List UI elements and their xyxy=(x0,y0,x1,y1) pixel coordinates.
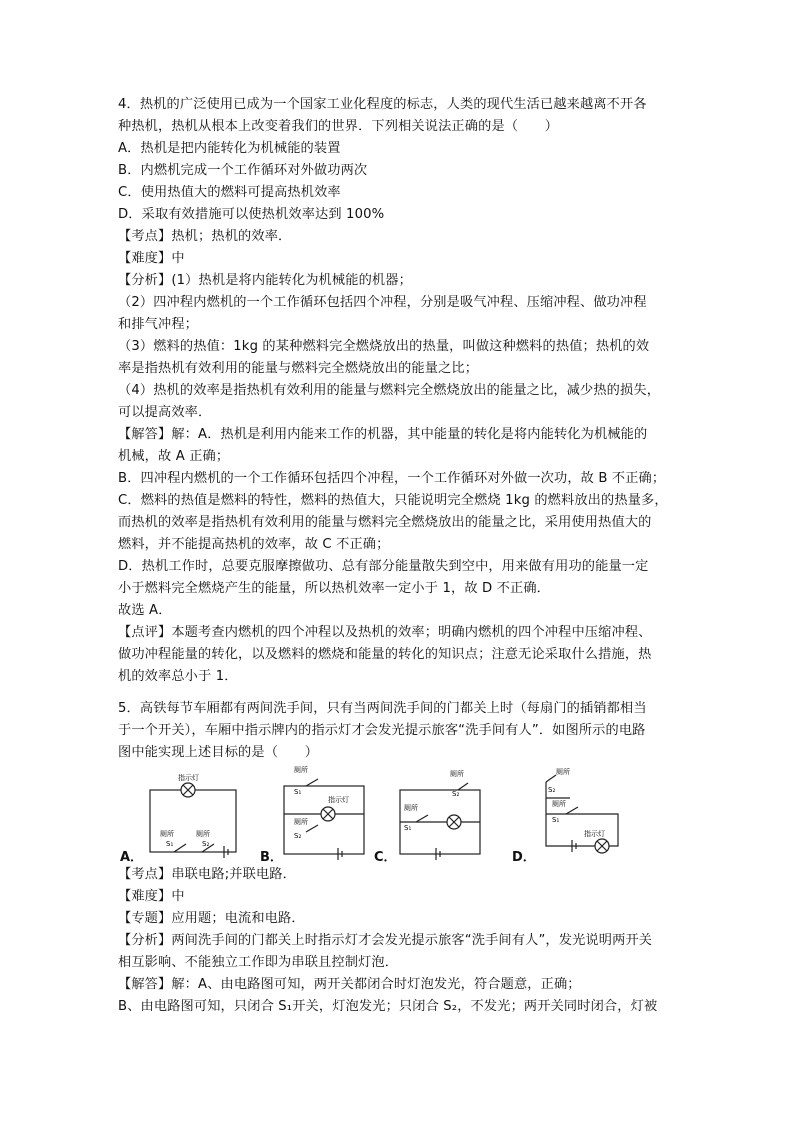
circuit-b-toilet-1: 厕所 xyxy=(294,766,308,774)
circuit-c-s1: S₁ xyxy=(404,824,412,832)
circuit-c-s2: S₂ xyxy=(452,790,460,798)
q4-jieda-1: 【解答】解：A．热机是利用内能来工作的机器，其中能量的转化是将内能转化为机械能的 xyxy=(118,427,648,442)
circuit-d-toilet-2: 厕所 xyxy=(552,800,566,808)
circuit-label-a: A． xyxy=(120,850,144,865)
circuit-c-toilet-2: 厕所 xyxy=(404,804,418,812)
q4-jieda-2: 机械，故 A 正确； xyxy=(118,449,230,464)
q5-stem-line-2: 于一个开关），车厢中指示牌内的指示灯才会发光提示旅客“洗手间有人”．如图所示的电路 xyxy=(118,723,646,738)
q4-jieda-7: D．热机工作时，总要克服摩擦做功、总有部分能量散失到空中，用来做有用功的能量一定 xyxy=(118,559,649,574)
circuit-a-s2: S₂ xyxy=(202,840,210,848)
q4-nandu: 【难度】中 xyxy=(118,251,185,266)
q5-fenxi-1: 【分析】两间洗手间的门都关上时指示灯才会发光提示旅客“洗手间有人”，发光说明两开关 xyxy=(118,933,653,948)
q5-stem-line-1: 5．高铁每节车厢都有两间洗手间，只有当两间洗手间的门都关上时（每扇门的插销都相当 xyxy=(118,701,647,716)
circuit-d-s2: S₂ xyxy=(548,786,556,794)
circuit-label-c: C． xyxy=(374,850,397,865)
q4-stem-line-1: 4．热机的广泛使用已成为一个国家工业化程度的标志，人类的现代生活已越来越离不开各 xyxy=(118,97,647,112)
circuit-d xyxy=(546,775,618,853)
q5-stem-line-3: 图中能实现上述目标的是（ ） xyxy=(118,745,319,760)
circuit-c-toilet-1: 厕所 xyxy=(450,770,464,778)
circuit-b-toilet-2: 厕所 xyxy=(294,818,308,826)
circuit-a-toilet-1: 厕所 xyxy=(160,830,174,838)
q4-fenxi-2: （2）四冲程内燃机的一个工作循环包括四个冲程，分别是吸气冲程、压缩冲程、做功冲程 xyxy=(118,295,647,310)
q4-jieda-9: 故选 A． xyxy=(118,603,172,618)
q5-nandu: 【难度】中 xyxy=(118,889,185,904)
q4-dianping-3: 机的效率总小于 1． xyxy=(118,669,238,684)
q4-fenxi-3: 和排气冲程； xyxy=(118,317,199,332)
circuit-diagrams xyxy=(118,766,638,866)
circuit-a-toilet-2: 厕所 xyxy=(196,830,210,838)
circuit-a-s1: S₁ xyxy=(166,840,174,848)
q4-option-a: A．热机是把内能转化为机械能的装置 xyxy=(118,141,341,156)
q4-jieda-3: B．四冲程内燃机的一个工作循环包括四个冲程，一个工作循环对外做一次功，故 B 不正确； xyxy=(118,471,666,486)
q4-jieda-8: 小于燃料完全燃烧产生的能量，所以热机效率一定小于 1，故 D 不正确． xyxy=(118,581,550,596)
q4-dianping-2: 做功冲程能量的转化，以及燃料的燃烧和能量的转化的知识点；注意无论采取什么措施，热 xyxy=(118,647,652,662)
q5-jieda-1: 【解答】解：A、由电路图可知，两开关都闭合时灯泡发光，符合题意，正确； xyxy=(118,977,581,992)
q4-fenxi-5: 率是指热机有效利用的能量与燃料完全燃烧放出的能量之比； xyxy=(118,361,479,376)
q4-fenxi-6: （4）热机的效率是指热机有效利用的能量与燃料完全燃烧放出的能量之比，减少热的损失， xyxy=(118,383,661,398)
q5-kaodian: 【考点】串联电路;并联电路． xyxy=(118,867,296,882)
circuit-d-toilet-1: 厕所 xyxy=(556,768,570,776)
circuit-label-d: D． xyxy=(512,850,536,865)
q4-option-d: D．采取有效措施可以使热机效率达到 100% xyxy=(118,207,385,222)
circuit-b-s1: S₁ xyxy=(294,788,302,796)
q4-jieda-5: 而热机的效率是指热机有效利用的能量与燃料完全燃烧放出的能量之比，采用使用热值大的 xyxy=(118,515,652,530)
q4-dianping-1: 【点评】本题考查内燃机的四个冲程以及热机的效率；明确内燃机的四个冲程中压缩冲程、 xyxy=(118,625,652,640)
circuit-a-lamp-label: 指示灯 xyxy=(178,774,199,782)
circuit-c xyxy=(400,783,480,860)
q4-kaodian: 【考点】热机；热机的效率． xyxy=(118,229,292,244)
q4-fenxi-7: 可以提高效率． xyxy=(118,405,212,420)
q5-zhuanti: 【专题】应用题；电流和电路． xyxy=(118,911,305,926)
q5-fenxi-2: 相互影响、不能独立工作即为串联且控制灯泡． xyxy=(118,955,399,970)
q4-fenxi-1: 【分析】(1）热机是将内能转化为机械能的机器； xyxy=(118,273,412,288)
circuit-a xyxy=(150,783,236,858)
circuit-label-b: B． xyxy=(260,850,283,865)
q4-jieda-6: 燃料，并不能提高热机的效率，故 C 不正确； xyxy=(118,537,390,552)
circuit-b-lamp-label: 指示灯 xyxy=(328,796,349,804)
circuit-d-lamp-label: 指示灯 xyxy=(584,830,605,838)
q5-jieda-2: B、由电路图可知，只闭合 S₁开关，灯泡发光；只闭合 S₂，不发光；两开关同时闭合，灯被 xyxy=(118,999,658,1014)
circuit-d-s1: S₁ xyxy=(552,816,560,824)
q4-jieda-4: C．燃料的热值是燃料的特性，燃料的热值大，只能说明完全燃烧 1kg 的燃料放出的热量多， xyxy=(118,493,668,508)
q4-fenxi-4: （3）燃料的热值：1kg 的某种燃料完全燃烧放出的热量，叫做这种燃料的热值；热机的效 xyxy=(118,339,650,354)
q4-option-b: B．内燃机完成一个工作循环对外做功两次 xyxy=(118,163,368,178)
q4-stem-line-2: 种热机，热机从根本上改变着我们的世界．下列相关说法正确的是（ ） xyxy=(118,119,559,134)
circuit-b-s2: S₂ xyxy=(294,832,302,840)
q4-option-c: C．使用热值大的燃料可提高热机效率 xyxy=(118,185,341,200)
